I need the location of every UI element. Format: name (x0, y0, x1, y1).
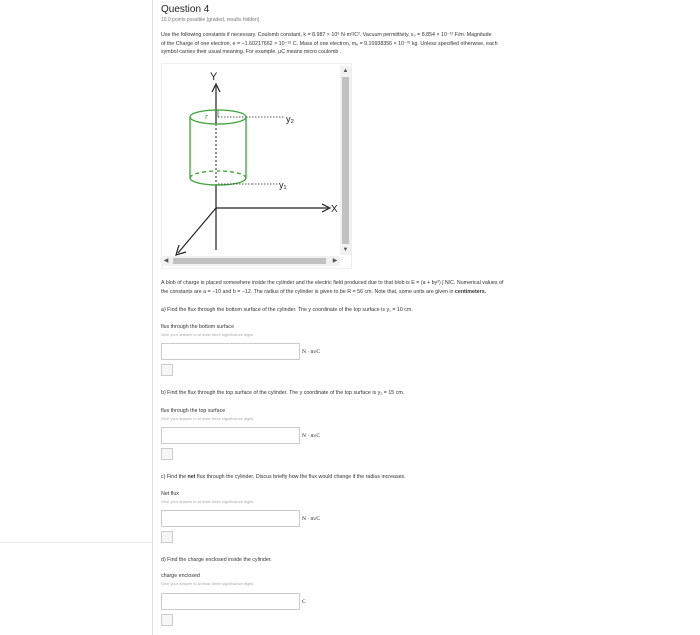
part-d-unit: C (302, 599, 306, 605)
z-axis-line (178, 208, 216, 253)
constants-line-3: symbol carries their usual meaning. For example, μC means micro coulomb . (161, 49, 342, 55)
part-d-question: d) Find the charge enclosed inside the cylinder. (161, 557, 272, 563)
part-a-label: flux through the bottom surface (161, 324, 235, 330)
question-points: 10.0 points possible (graded, results hidden) (161, 17, 260, 23)
part-b-label: flux through the top surface (161, 408, 226, 414)
part-c-question (161, 473, 581, 482)
y1-label: y₁ (279, 180, 287, 190)
figure-vertical-scrollbar[interactable] (340, 66, 351, 255)
part-b-question: b) Find the flux through the top surface of the cylinder. The y coordinate of the top surface is y₂ = 15 cm. (161, 390, 405, 396)
scroll-right-arrow[interactable]: ▶ (332, 258, 338, 264)
cylinder-bottom-back (190, 171, 246, 178)
part-c-hint: Give your answer to at least three significance digits (161, 499, 254, 504)
constants-line-1: Use the following constants if necessary. Coulomb constant, k = 8.987 × 10⁹ N·m²/C². Vacuum permittivity, ε₀ = 8.854 × 10⁻¹² F/m. Magnitude (161, 32, 492, 38)
y-axis-label: Y (210, 71, 218, 83)
part-c-label: Net flux (161, 491, 179, 497)
question-title: Question 4 (161, 4, 210, 15)
part-c-question-emphasis: net (187, 474, 196, 480)
horizontal-scroll-thumb[interactable] (173, 258, 326, 264)
y2-label: y₂ (286, 114, 294, 124)
problem-line-2-text: the constants are a = −10 and b = −12. The radius of the cylinder is given to be R = 56 cm. Note that, some units are given in (161, 288, 455, 295)
part-a-unit: N · m/C (302, 349, 321, 355)
radius-label: r (205, 112, 209, 121)
part-d-status-box (161, 614, 173, 626)
part-d-label: charge enclosed (161, 573, 200, 579)
cylinder-diagram (162, 64, 353, 270)
scroll-down-arrow[interactable]: ▼ (342, 247, 349, 253)
scroll-up-arrow[interactable]: ▲ (342, 68, 349, 74)
part-d-answer-input[interactable] (161, 593, 300, 610)
constants-paragraph (161, 31, 576, 57)
part-a-hint: Give your answer to at least three significance digits (161, 332, 254, 337)
part-c-question-start: c) Find the (161, 474, 188, 480)
part-c-answer-input[interactable] (161, 510, 300, 527)
part-a-question: a) Find the flux through the bottom surface of the cylinder. The y coordinate of the top surface is y₁ = 10 cm. (161, 307, 413, 313)
part-b-answer-input[interactable] (161, 427, 300, 444)
part-d-hint: Give your answer to at least three significance digits (161, 581, 254, 586)
x-axis-label: X (331, 204, 338, 215)
scroll-left-arrow[interactable]: ◀ (163, 258, 169, 264)
part-c-question-end: flux through the cylinder. Discus briefly how the flux would change if the radius increases. (195, 474, 406, 480)
part-c-unit: N · m/C (302, 516, 321, 522)
problem-line-1: A blob of charge is placed somewhere inside the cylinder and the electric field produced due to that blob is E = (a + by²) ĵ N/C. Numerical values of (161, 280, 504, 286)
left-divider (152, 0, 153, 635)
figure-horizontal-scrollbar[interactable] (161, 256, 340, 266)
constants-line-2: of the Charge of one electron, e = −1.60217662 × 10⁻¹⁹ C. Mass of one electron, mₑ = 9.10938356 × 10⁻³¹ kg. Unless specified otherwise, each (161, 40, 498, 47)
vertical-scroll-thumb[interactable] (342, 77, 349, 244)
left-bottom-divider (0, 542, 152, 543)
part-b-unit: N · m/C (302, 433, 321, 439)
problem-units-emphasis: centimeters. (454, 288, 487, 295)
cylinder-figure (161, 63, 352, 269)
part-a-answer-input[interactable] (161, 343, 300, 360)
problem-line-2 (161, 288, 581, 297)
part-c-status-box (161, 531, 173, 543)
part-a-status-box (161, 364, 173, 376)
part-b-status-box (161, 448, 173, 460)
part-b-hint: Give your answer to at least three significance digits (161, 416, 254, 421)
problem-statement (161, 279, 581, 296)
